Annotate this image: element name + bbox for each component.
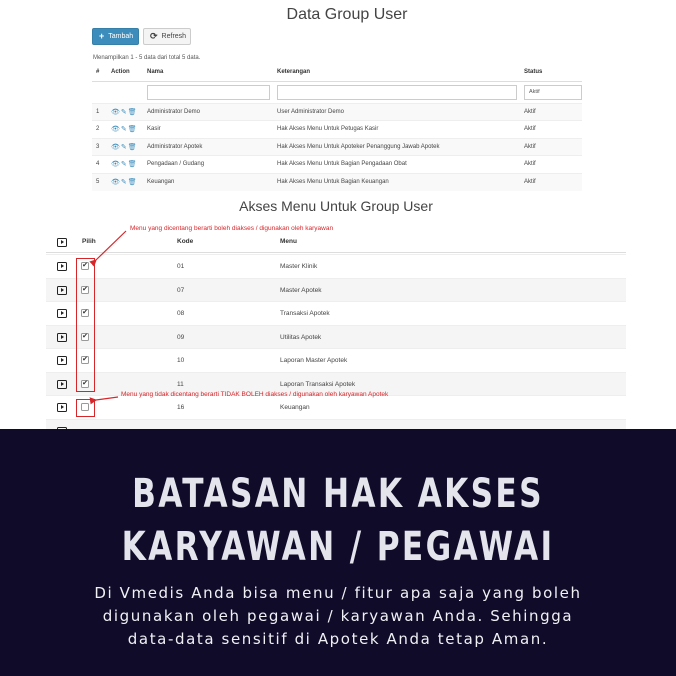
page-title: Data Group User — [286, 6, 408, 23]
menu-row — [46, 325, 626, 349]
row-no: 1 — [92, 103, 107, 121]
trash-icon[interactable]: 🗑 — [127, 143, 138, 151]
banner-headline-2: KARYAWAN / PEGAWAI — [121, 524, 555, 570]
row-no: 2 — [92, 121, 107, 139]
menu-label: Transaksi Apotek — [280, 310, 330, 317]
col-header-kode: Kode — [177, 238, 194, 245]
annotation-checked-text: Menu yang dicentang berarti boleh diakses / digunakan oleh karyawan — [130, 225, 334, 232]
menu-row — [46, 278, 626, 302]
keterangan-filter-input[interactable] — [277, 85, 517, 100]
eye-icon[interactable]: 👁 — [111, 108, 121, 116]
row-nama: Administrator Apotek — [143, 138, 273, 156]
showing-summary: Menampilkan 1 - 5 data dari total 5 data. — [93, 55, 201, 61]
menu-label: Utilitas Apotek — [280, 333, 322, 341]
row-no: 4 — [92, 156, 107, 174]
row-no: 5 — [92, 173, 107, 191]
menu-label: Master Apotek — [280, 286, 322, 294]
expand-row-icon[interactable] — [57, 286, 67, 295]
pencil-icon[interactable]: ✎ — [120, 179, 128, 186]
menu-label: Laporan Transaksi Apotek — [280, 380, 356, 388]
col-header-status: Status — [520, 64, 582, 81]
menu-row — [46, 395, 626, 419]
row-status: Aktif — [520, 103, 582, 121]
col-header-nama: Nama — [143, 64, 273, 81]
col-header-menu: Menu — [280, 238, 297, 245]
plus-icon: + — [99, 31, 105, 41]
status-filter-select[interactable]: Aktif — [524, 85, 582, 100]
expand-row-icon[interactable] — [57, 403, 67, 412]
row-status: Aktif — [520, 121, 582, 139]
row-nama: Kasir — [143, 121, 273, 139]
table-row — [92, 173, 582, 191]
menu-label: Laporan Master Apotek — [280, 357, 348, 364]
row-status: Aktif — [520, 156, 582, 174]
expand-row-icon[interactable] — [57, 333, 67, 342]
tambah-button[interactable] — [92, 28, 139, 45]
menu-kode: 11 — [177, 380, 184, 388]
tambah-label: Tambah — [108, 33, 134, 40]
menu-checkbox-checked[interactable]: ✔ — [82, 356, 88, 363]
expand-row-icon[interactable] — [57, 380, 67, 389]
filter-row — [92, 81, 582, 103]
row-actions[interactable] — [111, 126, 138, 133]
menu-checkbox-checked[interactable]: ✔ — [82, 285, 88, 293]
table-row — [92, 121, 582, 139]
menu-kode: 10 — [177, 357, 185, 364]
menu-checkbox-checked[interactable]: ✔ — [82, 332, 88, 340]
row-keterangan: Hak Akses Menu Untuk Petugas Kasir — [273, 121, 520, 139]
row-keterangan: Hak Akses Menu Untuk Apoteker Penanggung Jawab Apotek — [273, 138, 520, 156]
menu-kode: 08 — [177, 310, 185, 317]
pencil-icon[interactable]: ✎ — [120, 126, 128, 134]
eye-icon[interactable]: 👁 — [111, 179, 121, 186]
row-keterangan: Hak Akses Menu Untuk Bagian Pengadaan Obat — [273, 156, 520, 174]
trash-icon[interactable]: 🗑 — [127, 126, 138, 134]
col-header-keterangan: Keterangan — [273, 64, 520, 81]
menu-row — [46, 348, 626, 372]
unchecked-highlight-box — [76, 399, 95, 417]
akses-menu-header — [46, 232, 626, 253]
banner-subtext-2: digunakan oleh pegawai / karyawan Anda. Sehingga — [102, 607, 574, 625]
pencil-icon[interactable]: ✎ — [120, 108, 128, 116]
col-header-pilih: Pilih — [82, 238, 96, 245]
refresh-icon: ⟳ — [150, 31, 158, 41]
eye-icon[interactable]: 👁 — [111, 143, 121, 151]
annotation-unchecked-text: Menu yang tidak dicentang berarti TIDAK BOLEH diakses / digunakan oleh karyawan Apotek — [121, 391, 389, 398]
row-status: Aktif — [520, 173, 582, 191]
row-actions[interactable] — [111, 179, 138, 186]
row-actions[interactable] — [111, 161, 138, 168]
col-header-action: Action — [107, 64, 143, 81]
banner-headline-1: BATASAN HAK AKSES — [132, 471, 544, 517]
menu-kode: 01 — [177, 263, 185, 270]
row-nama: Pengadaan / Gudang — [143, 156, 273, 174]
checked-highlight-box — [76, 258, 95, 392]
eye-icon[interactable]: 👁 — [111, 161, 121, 169]
row-nama: Administrator Demo — [143, 103, 273, 121]
table-row — [92, 156, 582, 174]
row-actions[interactable] — [111, 109, 138, 116]
menu-kode: 09 — [177, 333, 185, 341]
nama-filter-input[interactable] — [147, 85, 270, 100]
row-keterangan: Hak Akses Menu Untuk Bagian Keuangan — [273, 173, 520, 191]
menu-row — [46, 254, 626, 278]
pencil-icon[interactable]: ✎ — [120, 161, 128, 169]
banner-subtext-3: data-data sensitif di Apotek Anda tetap Aman. — [127, 630, 549, 648]
menu-checkbox-checked[interactable]: ✔ — [82, 262, 88, 269]
row-actions[interactable] — [111, 144, 138, 151]
menu-row — [46, 301, 626, 325]
table-row — [92, 138, 582, 156]
trash-icon[interactable]: 🗑 — [127, 179, 138, 186]
akses-menu-panel — [46, 196, 626, 430]
table-row — [92, 103, 582, 121]
menu-checkbox-checked[interactable]: ✔ — [82, 379, 88, 387]
expand-row-icon[interactable] — [57, 356, 67, 365]
refresh-label: Refresh — [161, 33, 187, 40]
menu-kode: 16 — [177, 404, 185, 411]
expand-all-icon[interactable] — [57, 238, 67, 247]
group-user-table — [92, 64, 582, 191]
expand-row-icon[interactable] — [57, 309, 67, 318]
data-group-user-panel — [86, 0, 582, 196]
trash-icon[interactable]: 🗑 — [127, 108, 138, 116]
refresh-button[interactable] — [143, 28, 191, 45]
menu-kode: 07 — [177, 286, 185, 294]
row-no: 3 — [92, 138, 107, 156]
table-header-row — [92, 64, 582, 81]
row-nama: Keuangan — [143, 173, 273, 191]
banner-subtext-1: Di Vmedis Anda bisa menu / fitur apa saja yang boleh — [94, 584, 582, 602]
menu-checkbox-checked[interactable]: ✔ — [82, 309, 88, 316]
pencil-icon[interactable]: ✎ — [120, 143, 128, 151]
menu-label: Master Klinik — [280, 263, 318, 270]
eye-icon[interactable]: 👁 — [111, 126, 121, 134]
promo-banner — [0, 429, 676, 676]
row-status: Aktif — [520, 138, 582, 156]
expand-row-icon[interactable] — [57, 262, 67, 271]
menu-label: Keuangan — [280, 404, 310, 411]
trash-icon[interactable]: 🗑 — [127, 161, 138, 169]
col-header-no: # — [92, 64, 107, 81]
akses-menu-title: Akses Menu Untuk Group User — [239, 198, 433, 214]
row-keterangan: User Administrator Demo — [273, 103, 520, 121]
